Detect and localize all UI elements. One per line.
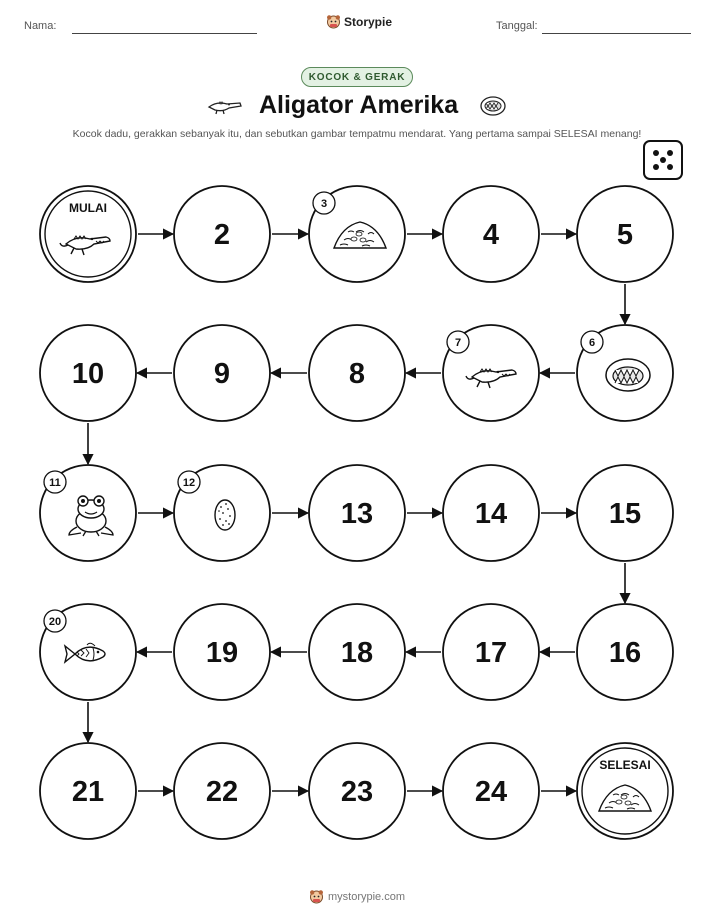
number-badge-text: 6 (588, 337, 596, 349)
space-number: 15 (608, 498, 642, 530)
board-space-1 (40, 186, 136, 282)
board-space-14 (443, 465, 539, 561)
board-spaces (40, 186, 673, 839)
space-number: 10 (71, 358, 105, 390)
instructions: Kocok dadu, gerakkan sebanyak itu, dan sebutkan gambar tempatmu mendarat. Yang pertama sampai SELESAI menang! (72, 128, 642, 140)
board-space-10 (40, 325, 136, 421)
number-badge-text: 7 (454, 337, 462, 349)
brand-name: Storypie (344, 14, 393, 29)
space-number: 2 (213, 219, 231, 251)
board-space-21 (40, 743, 136, 839)
space-number: 17 (474, 637, 508, 669)
space-number: 21 (71, 776, 105, 808)
space-label: MULAI (69, 201, 107, 215)
board-space-17 (443, 604, 539, 700)
number-badge-text: 3 (320, 198, 328, 210)
space-number: 14 (474, 498, 508, 530)
board-space-7 (443, 325, 539, 421)
space-number: 9 (213, 358, 231, 390)
number-badge-text: 11 (49, 477, 61, 489)
date-label: Tanggal: (496, 20, 538, 32)
board-space-13 (309, 465, 405, 561)
space-number: 23 (340, 776, 374, 808)
board-space-2 (174, 186, 270, 282)
board-space-8 (309, 325, 405, 421)
category-badge: KOCOK & GERAK (301, 67, 413, 87)
board-space-18 (309, 604, 405, 700)
board-space-12 (174, 465, 270, 561)
board-space-25 (577, 743, 673, 839)
space-number: 5 (616, 219, 634, 251)
space-number: 22 (205, 776, 239, 808)
footer-url: mystorypie.com (327, 890, 406, 903)
board-space-4 (443, 186, 539, 282)
board-space-19 (174, 604, 270, 700)
space-number: 19 (205, 637, 239, 669)
board-space-6 (577, 325, 673, 421)
egg-icon (215, 500, 235, 530)
board-space-3 (309, 186, 405, 282)
board-space-5 (577, 186, 673, 282)
board-space-22 (174, 743, 270, 839)
footer (0, 889, 714, 904)
board-space-9 (174, 325, 270, 421)
name-label: Nama: (24, 20, 57, 32)
board-space-15 (577, 465, 673, 561)
storypie-mascot-icon (309, 889, 324, 904)
space-number: 13 (340, 498, 374, 530)
board-space-11 (40, 465, 136, 561)
board-space-16 (577, 604, 673, 700)
space-number: 18 (340, 637, 374, 669)
page-title: Aligator Amerika (258, 91, 459, 119)
number-badge-text: 20 (48, 616, 62, 628)
board-space-23 (309, 743, 405, 839)
jaws-teeth-icon (606, 359, 650, 391)
space-number: 8 (348, 358, 366, 390)
space-number: 4 (482, 219, 500, 251)
space-label: SELESAI (599, 758, 651, 772)
space-number: 24 (474, 776, 508, 808)
space-number: 16 (608, 637, 642, 669)
board-space-24 (443, 743, 539, 839)
board-space-20 (40, 604, 136, 700)
number-badge-text: 12 (182, 477, 196, 489)
